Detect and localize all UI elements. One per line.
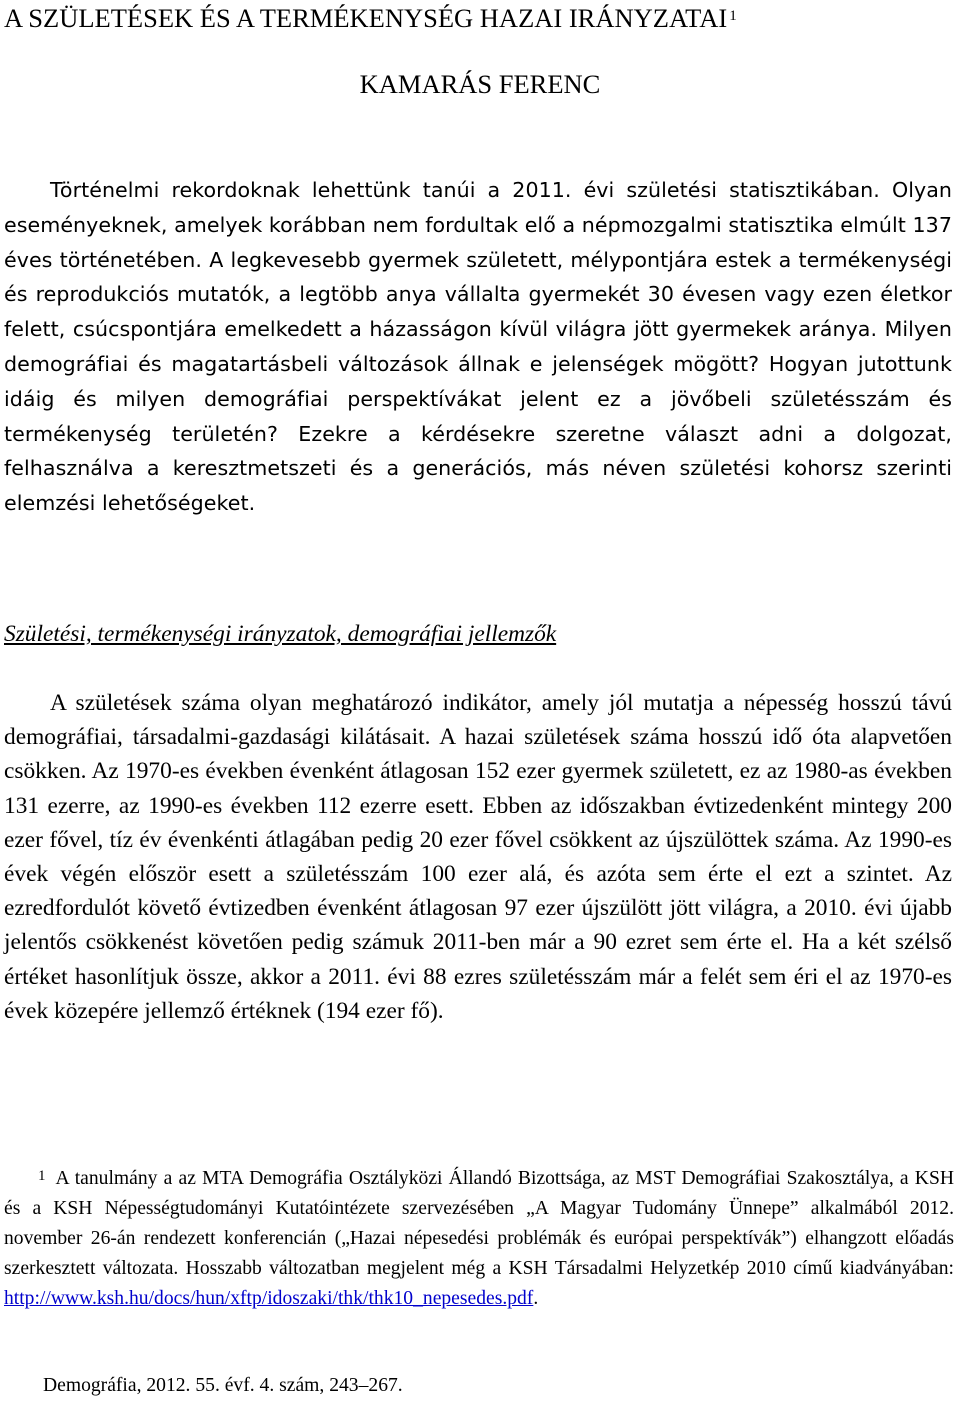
footnote-mark: 1	[38, 1168, 46, 1184]
title-text: A SZÜLETÉSEK ÉS A TERMÉKENYSÉG HAZAI IRÁNYZATAI	[4, 3, 728, 33]
body-paragraph: A születések száma olyan meghatározó indikátor, amely jól mutatja a népesség hosszú távú demográfiai, társadalmi-gazdasági kilátásait. A hazai születések száma hosszú idő óta alapvetően csökken. Az 1970-es években évenként átlagosan 152 ezer gyermek született, ez az 1980-as években 131 ezerre, az 1990-es években 112 ezerre esett. Ebben az időszakban évtizedenként mintegy 200 ezer fővel, tíz év évenkénti átlagában pedig 20 ezer fővel csökkent az újszülöttek száma. Az 1990-es évek végén először esett a születésszám 100 ezer alá, és azóta sem érte el ezt a szintet. Az ezredfordulót követő évtizedben évenként átlagosan 97 ezer újszülött jött világra, a 2010. évi újabb jelentős csökkenést követően pedig számuk 2011-ben már a 90 ezret sem érte el. Ha a két szélső értéket hasonlítjuk össze, akkor a 2011. évi 88 ezres születésszám már a felét sem éri el az 1970-es évek közepére jellemző értéknek (194 ezer fő).	[4, 690, 952, 1024]
author-name: KAMARÁS FERENC	[359, 69, 601, 99]
journal-citation: Demográfia, 2012. 55. évf. 4. szám, 243–267.	[43, 1375, 403, 1396]
footnote	[4, 1164, 954, 1314]
footnote-end: .	[533, 1288, 539, 1309]
abstract-paragraph: Történelmi rekordoknak lehettünk tanúi a 2011. évi születési statisztikában. Olyan eseményeknek, amelyek korábban nem fordultak elő a népmozgalmi statisztika elmúlt 137 éves történetében. A legkevesebb gyermek született, mélypontjára estek a termékenységi és reprodukciós mutatók, a legtöbb anya vállalta gyermekét 30 évesen vagy ezen életkor felett, csúcspontjára emelkedett a házasságon kívül világra jött gyermekek aránya. Milyen demográfiai és magatartásbeli változások állnak e jelenségek mögött? Hogyan jutottunk idáig és milyen demográfiai perspektívákat jelent ez a jövőbeli születésszám és termékenység területén? Ezekre a kérdésekre szeretne választ adni a dolgozat, felhasználva a keresztmetszeti és a generációs, más néven születési kohorsz szerinti elemzési lehetőségeket.	[4, 178, 952, 516]
footnote-link[interactable]: http://www.ksh.hu/docs/hun/xftp/idoszaki/thk/thk10_nepesedes.pdf	[4, 1288, 534, 1309]
footnote-text: A tanulmány a az MTA Demográfia Osztályközi Állandó Bizottsága, az MST Demográfiai Szakosztálya, a KSH és a KSH Népességtudományi Kutatóintézete szervezésében „A Magyar Tudomány Ünnepe” alkalmából 2012. november 26-án rendezett konferencián („Hazai népesedési problémák és európai perspektívák”) elhangzott előadás szerkesztett változata. Hosszabb változatban megjelent még a KSH Társadalmi Helyzetkép 2010 című kiadványában:	[4, 1168, 954, 1279]
article-title	[0, 2, 960, 34]
section-heading: Születési, termékenységi irányzatok, demográfiai jellemzők	[4, 621, 557, 647]
title-footnote-mark: 1	[729, 8, 737, 24]
